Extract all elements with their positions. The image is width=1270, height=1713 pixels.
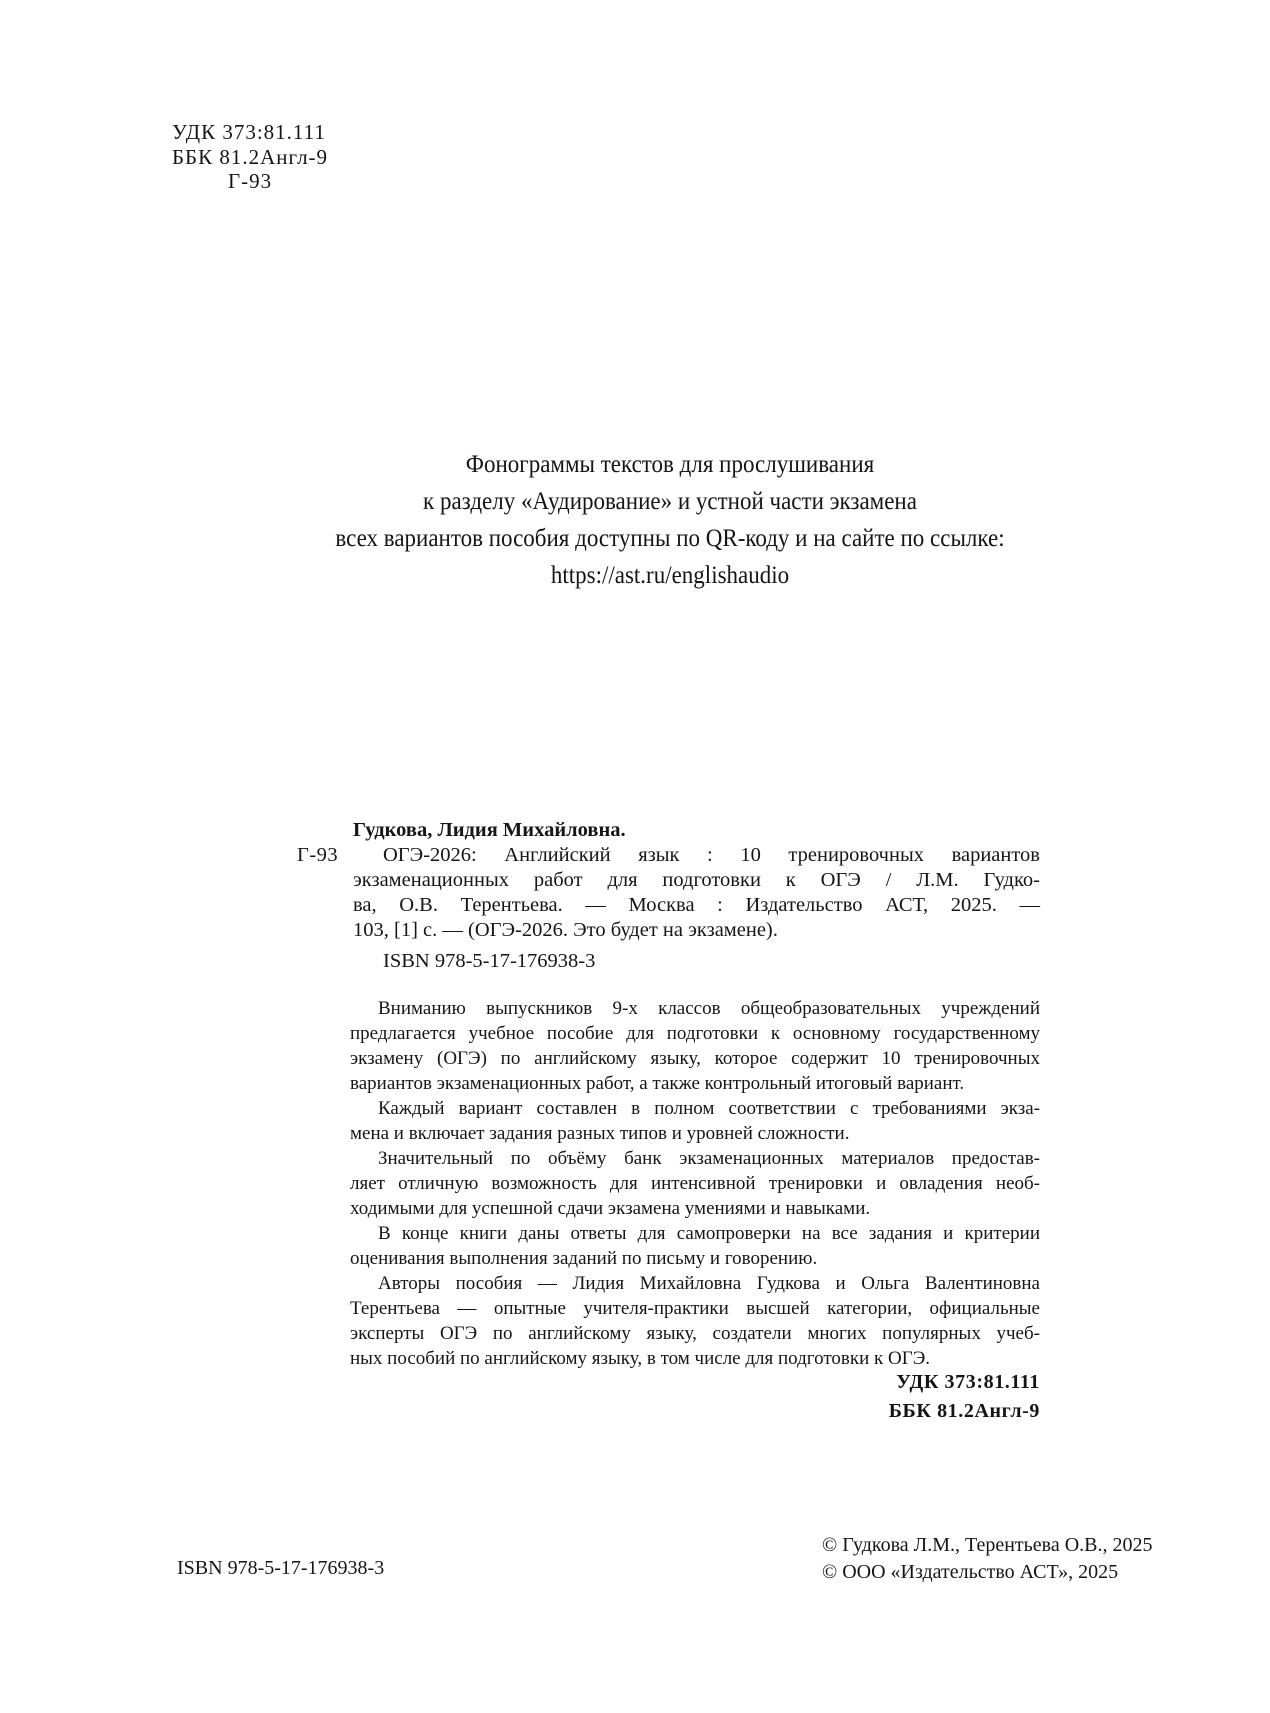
audio-note-line: https://ast.ru/englishaudio <box>550 562 790 589</box>
bibliographic-line: 103, [1] с. — (ОГЭ-2026. Это будет на экзамене). <box>353 919 778 941</box>
audio-note-line: всех вариантов пособия доступны по QR-коду и на сайте по ссылке: <box>335 525 1005 552</box>
footer-isbn: ISBN 978-5-17-176938-3 <box>177 1557 385 1579</box>
author-sign-code: Г-93 <box>227 169 273 193</box>
annotation-paragraph <box>350 1096 1040 1146</box>
audio-note-line: Фонограммы текстов для прослушивания <box>465 451 875 478</box>
annotation-line: Каждый вариант составлен в полном соответствии с требованиями экза- <box>378 1098 1040 1119</box>
annotation-paragraph <box>350 996 1040 1096</box>
annotation-line: эксперты ОГЭ по английскому языку, создатели многих популярных учеб- <box>350 1323 1040 1344</box>
bibliographic-record <box>297 818 1040 943</box>
bibliographic-line: ва, О.В. Терентьева. — Москва : Издательство АСТ, 2025. — <box>353 894 1040 916</box>
isbn-record: ISBN 978-5-17-176938-3 <box>383 950 596 972</box>
annotation-line: Авторы пособия — Лидия Михайловна Гудкова и Ольга Валентиновна <box>378 1273 1040 1294</box>
copyright-line: © ООО «Издательство АСТ», 2025 <box>822 1561 1119 1583</box>
bbk-code-bold: ББК 81.2Англ-9 <box>888 1399 1040 1422</box>
margin-author-sign-code: Г-93 <box>297 844 339 866</box>
udk-code-bold: УДК 373:81.111 <box>896 1371 1040 1393</box>
annotation-line: оценивания выполнения заданий по письму и говорению. <box>350 1248 818 1269</box>
annotation-line: мена и включает задания разных типов и уровней сложности. <box>350 1123 850 1144</box>
udk-code: УДК 373:81.111 <box>172 120 326 144</box>
copyright-line: © Гудкова Л.М., Терентьева О.В., 2025 <box>822 1534 1153 1556</box>
bibliographic-line: экзаменационных работ для подготовки к ОГЭ / Л.М. Гудко- <box>353 869 1040 891</box>
annotation <box>350 996 1040 1371</box>
audio-access-note <box>302 446 1038 594</box>
annotation-line: экзамену (ОГЭ) по английскому языку, которое содержит 10 тренировочных <box>350 1048 1040 1069</box>
annotation-paragraph <box>350 1146 1040 1221</box>
bibliographic-description <box>353 843 1040 943</box>
bibliographic-line: ОГЭ-2026: Английский язык : 10 тренировочных вариантов <box>383 844 1040 866</box>
annotation-line: В конце книги даны ответы для самопроверки на все задания и критерии <box>378 1223 1040 1244</box>
annotation-line: предлагается учебное пособие для подготовки к основному государственному <box>350 1023 1040 1044</box>
annotation-paragraph <box>350 1221 1040 1271</box>
audio-note-line: к разделу «Аудирование» и устной части экзамена <box>423 488 917 515</box>
bbk-code: ББК 81.2Англ-9 <box>172 144 329 169</box>
annotation-line: Значительный по объёму банк экзаменационных материалов предостав- <box>378 1148 1040 1169</box>
annotation-paragraph <box>350 1271 1040 1371</box>
annotation-line: Вниманию выпускников 9-х классов общеобразовательных учреждений <box>378 998 1040 1019</box>
annotation-line: вариантов экзаменационных работ, а также контрольный итоговый вариант. <box>350 1073 965 1094</box>
annotation-line: ходимыми для успешной сдачи экзамена умениями и навыками. <box>350 1198 871 1219</box>
annotation-line: Терентьева — опытные учителя-практики высшей категории, официальные <box>350 1298 1040 1319</box>
bottom-classification-codes <box>889 1368 1040 1425</box>
annotation-line: ляет отличную возможность для интенсивной тренировки и овладения необ- <box>350 1173 1040 1194</box>
annotation-line: ных пособий по английскому языку, в том числе для подготовки к ОГЭ. <box>350 1348 931 1369</box>
top-classification-codes <box>172 120 328 194</box>
author-heading: Гудкова, Лидия Михайловна. <box>353 819 626 841</box>
copyright-block <box>822 1532 1153 1586</box>
